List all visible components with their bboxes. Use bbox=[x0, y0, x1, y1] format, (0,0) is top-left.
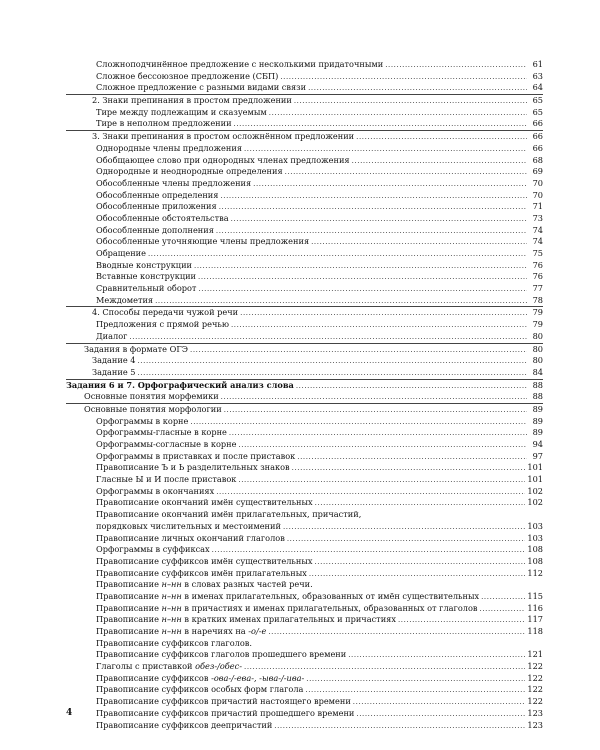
toc-entry-title: Обособленные определения bbox=[96, 189, 219, 200]
toc-entry-page: 80 bbox=[532, 355, 543, 366]
toc-entry bbox=[66, 355, 543, 367]
toc-entry-page: 88 bbox=[532, 379, 543, 390]
toc-entry bbox=[66, 603, 543, 615]
leader-dots bbox=[287, 534, 526, 546]
leader-dots bbox=[356, 132, 527, 144]
leader-dots bbox=[194, 261, 527, 273]
toc-entry-title: Однородные члены предложения bbox=[96, 142, 242, 153]
toc-entry-title: Тире в неполном предложении bbox=[96, 118, 232, 129]
toc-entry-page: 102 bbox=[527, 485, 543, 496]
toc-entry bbox=[66, 556, 543, 568]
toc-entry-title: Глаголы с приставкой обез-/обес- bbox=[96, 661, 242, 672]
toc-entry-title: Однородные и неоднородные определения bbox=[96, 166, 283, 177]
toc-entry-title: Обобщающее слово при однородных членах предложения bbox=[96, 154, 350, 165]
toc-entry-page: 122 bbox=[527, 684, 543, 695]
toc-entry bbox=[66, 673, 543, 685]
leader-dots bbox=[240, 308, 527, 320]
toc-entry-page: 74 bbox=[532, 224, 543, 235]
toc-entry-title: Правописание суффиксов особых форм глагола bbox=[96, 684, 304, 695]
leader-dots bbox=[229, 428, 527, 440]
toc-entry-page: 121 bbox=[527, 649, 543, 660]
toc-entry-title: Основные понятия морфологии bbox=[84, 403, 222, 414]
leader-dots bbox=[274, 721, 525, 733]
toc-entry bbox=[66, 626, 543, 638]
leader-dots bbox=[190, 345, 527, 357]
toc-entry-page: 61 bbox=[532, 59, 543, 69]
toc-entry-title: Правописание н–нн в именах прилагательных, образованных от имён существительных bbox=[96, 590, 480, 601]
toc-entry bbox=[66, 225, 543, 237]
toc-entry bbox=[66, 684, 543, 696]
toc-entry-page: 79 bbox=[532, 307, 543, 318]
toc-entry-title: 3. Знаки препинания в простом осложнённом предложении bbox=[92, 131, 355, 142]
leader-dots bbox=[280, 72, 527, 84]
toc-entry bbox=[66, 614, 543, 626]
leader-dots bbox=[297, 452, 527, 464]
toc-entry-page: 108 bbox=[527, 555, 543, 566]
toc-entry-title: Правописание личных окончаний глаголов bbox=[96, 532, 285, 543]
toc-entry-page: 66 bbox=[532, 142, 543, 153]
toc-entry bbox=[66, 367, 543, 379]
toc-entry-page: 77 bbox=[532, 283, 543, 294]
leader-dots bbox=[385, 60, 527, 72]
toc-entry bbox=[66, 521, 543, 533]
toc-entry bbox=[66, 295, 543, 307]
toc-entry-page: 122 bbox=[527, 672, 543, 683]
toc-entry bbox=[66, 190, 543, 202]
leader-dots bbox=[220, 191, 527, 203]
toc-entry-title: Междометия bbox=[96, 294, 154, 305]
toc-entry bbox=[66, 155, 543, 167]
toc-entry-title: Правописание суффиксов глаголов прошедшего времени bbox=[96, 649, 347, 660]
toc-entry bbox=[66, 379, 543, 392]
toc-entry bbox=[66, 579, 543, 591]
toc-entry-title: Обособленные члены предложения bbox=[96, 177, 252, 188]
page-number: 4 bbox=[66, 708, 73, 718]
leader-dots bbox=[285, 167, 527, 179]
toc-entry bbox=[66, 143, 543, 155]
toc-entry-title: Обособленные приложения bbox=[96, 201, 217, 212]
toc-entry bbox=[66, 71, 543, 83]
toc-entry-title: Правописание окончаний имён прилагательных, причастий, bbox=[96, 509, 362, 520]
toc-entry-title: Вставные конструкции bbox=[96, 271, 197, 282]
toc-entry-title: Орфограммы-согласные в корне bbox=[96, 439, 237, 449]
toc-entry-title: Правописание н–нн в причастиях и именах прилагательных, образованных от глаголов bbox=[96, 602, 478, 613]
leader-dots bbox=[356, 709, 525, 721]
leader-dots bbox=[309, 569, 526, 581]
toc-entry bbox=[66, 462, 543, 474]
leader-dots bbox=[348, 650, 525, 662]
toc-entry-page: 70 bbox=[532, 177, 543, 188]
leader-dots bbox=[137, 356, 527, 368]
leader-dots bbox=[198, 284, 527, 296]
toc-entry-page: 64 bbox=[532, 82, 543, 93]
toc-entry-title: Орфограммы в суффиксах bbox=[96, 544, 210, 555]
toc-entry-title: Обособленные уточняющие члены предложения bbox=[96, 236, 310, 247]
toc-entry-title: Орфограммы в корне bbox=[96, 415, 189, 426]
toc-entry-page: 123 bbox=[527, 707, 543, 718]
toc-entry bbox=[66, 708, 543, 720]
toc-entry-page: 112 bbox=[527, 567, 543, 578]
toc-entry-page: 71 bbox=[532, 201, 543, 212]
leader-dots bbox=[137, 368, 527, 380]
leader-dots bbox=[481, 592, 525, 604]
toc-entry bbox=[66, 343, 543, 356]
toc-entry-page: 103 bbox=[527, 532, 543, 543]
toc-entry bbox=[66, 271, 543, 283]
toc-entry-title: Сложное бессоюзное предложение (СБП) bbox=[96, 70, 279, 81]
leader-dots bbox=[234, 119, 527, 131]
toc-entry bbox=[66, 107, 543, 119]
toc-entry bbox=[66, 568, 543, 580]
toc-entry bbox=[66, 82, 543, 94]
toc-entry-title: Правописание суффиксов причастий настоящего времени bbox=[96, 696, 351, 707]
toc-entry bbox=[66, 403, 543, 416]
toc-entry-title: 4. Способы передачи чужой речи bbox=[92, 307, 239, 318]
leader-dots bbox=[231, 214, 527, 226]
toc-entry-title: Правописание суффиксов деепричастий bbox=[96, 719, 273, 730]
toc-entry-page: 69 bbox=[532, 166, 543, 177]
leader-dots bbox=[155, 296, 527, 308]
leader-dots bbox=[268, 627, 525, 639]
toc-entry bbox=[66, 474, 543, 486]
toc-entry-page: 89 bbox=[532, 415, 543, 426]
toc-entry-page: 68 bbox=[532, 154, 543, 165]
toc-entry-page: 80 bbox=[532, 330, 543, 341]
toc-entry bbox=[66, 451, 543, 463]
toc-entry-page: 76 bbox=[532, 271, 543, 282]
toc-entry bbox=[66, 283, 543, 295]
toc-entry-page: 74 bbox=[532, 236, 543, 247]
toc-entry-title: Обособленные обстоятельства bbox=[96, 212, 229, 223]
leader-dots bbox=[253, 179, 527, 191]
toc-entry-page: 102 bbox=[527, 497, 543, 508]
toc-entry-title: Правописание суффиксов -ова-/-ева-, -ыва-/-ива- bbox=[96, 672, 305, 683]
toc-entry-title: Вводные конструкции bbox=[96, 259, 192, 270]
leader-dots bbox=[296, 381, 527, 393]
toc-entry-title: Правописание Ъ и Ь разделительных знаков bbox=[96, 462, 290, 473]
toc-entry-page: 101 bbox=[527, 474, 543, 485]
toc-entry-title: Правописание суффиксов имён существительных bbox=[96, 555, 313, 566]
toc-entry-page: 89 bbox=[532, 403, 543, 414]
toc-entry-page: 78 bbox=[532, 294, 543, 305]
toc-entry-page: 73 bbox=[532, 212, 543, 223]
toc-entry bbox=[66, 331, 543, 343]
toc-entry bbox=[66, 591, 543, 603]
leader-dots bbox=[283, 522, 525, 534]
toc-entry-page: 103 bbox=[527, 520, 543, 531]
toc-entry-page: 122 bbox=[527, 696, 543, 707]
toc-entry bbox=[66, 236, 543, 248]
toc-entry bbox=[66, 486, 543, 498]
toc-entry-page: 65 bbox=[532, 95, 543, 106]
toc-entry-title: Правописание суффиксов имён прилагательных bbox=[96, 567, 307, 578]
toc-entry bbox=[66, 638, 543, 650]
toc-entry-page: 76 bbox=[532, 259, 543, 270]
toc-entry-title: Обособленные дополнения bbox=[96, 224, 214, 235]
toc-entry bbox=[66, 319, 543, 331]
toc-entry-page: 89 bbox=[532, 427, 543, 438]
leader-dots bbox=[129, 332, 527, 344]
toc-entry-title: Орфограммы в окончаниях bbox=[96, 485, 215, 496]
leader-dots bbox=[306, 674, 525, 686]
leader-dots bbox=[238, 475, 525, 487]
toc-entry-title: 2. Знаки препинания в простом предложении bbox=[92, 95, 292, 106]
toc-entry-title: Задание 4 bbox=[92, 355, 136, 366]
toc-entry-page: 115 bbox=[527, 590, 543, 601]
leader-dots bbox=[224, 405, 527, 417]
toc-entry-title: Задание 5 bbox=[92, 366, 136, 377]
leader-dots bbox=[353, 697, 526, 709]
toc-entry bbox=[66, 306, 543, 319]
toc-entry-page: 122 bbox=[527, 661, 543, 672]
toc-entry-title: Задания в формате ОГЭ bbox=[84, 343, 189, 354]
toc-entry bbox=[66, 439, 543, 451]
toc-entry-title: Правописание окончаний имён существительных bbox=[96, 497, 313, 508]
toc-entry bbox=[66, 260, 543, 272]
leader-dots bbox=[352, 156, 527, 168]
toc-entry-title: Правописание суффиксов глаголов. bbox=[96, 637, 252, 648]
toc-entry-title: Обращение bbox=[96, 248, 146, 258]
toc-entry bbox=[66, 497, 543, 509]
toc-entry-title: Правописание н–нн в кратких именах прилагательных и причастиях bbox=[96, 614, 396, 625]
toc-entry-title: Сложное предложение с разными видами связи bbox=[96, 82, 307, 93]
leader-dots bbox=[292, 463, 526, 475]
toc-entry-page: 75 bbox=[532, 248, 543, 258]
toc-entry-title: Правописание суффиксов причастий прошедшего времени bbox=[96, 707, 355, 718]
toc-entry-title: Гласные Ы и И после приставок bbox=[96, 474, 237, 485]
toc-entry-title: Орфограммы-гласные в корне bbox=[96, 427, 227, 438]
toc-entry bbox=[66, 696, 543, 708]
toc-entry bbox=[66, 720, 543, 732]
toc-entry-page: 63 bbox=[532, 70, 543, 81]
toc-entry-page: 117 bbox=[527, 614, 543, 625]
toc-entry-page: 123 bbox=[527, 719, 543, 730]
leader-dots bbox=[398, 615, 525, 627]
toc-entry-page: 94 bbox=[532, 439, 543, 449]
toc-entry-page: 116 bbox=[527, 602, 543, 613]
leader-dots bbox=[190, 417, 527, 429]
toc-entry-title: Сравнительный оборот bbox=[96, 283, 197, 294]
toc-entry bbox=[66, 416, 543, 428]
leader-dots bbox=[308, 83, 527, 95]
toc-entry-page: 97 bbox=[532, 450, 543, 461]
toc-entry-page: 70 bbox=[532, 189, 543, 200]
leader-dots bbox=[294, 96, 527, 108]
leader-dots bbox=[480, 604, 526, 616]
toc-entry bbox=[66, 427, 543, 439]
leader-dots bbox=[231, 320, 527, 332]
toc-entry-page: 66 bbox=[532, 131, 543, 142]
table-of-contents bbox=[66, 59, 543, 731]
toc-entry-title: Тире между подлежащим и сказуемым bbox=[96, 106, 267, 117]
toc-entry-page: 65 bbox=[532, 106, 543, 117]
toc-entry-page: 88 bbox=[532, 391, 543, 402]
toc-entry bbox=[66, 130, 543, 143]
leader-dots bbox=[314, 557, 525, 569]
toc-entry bbox=[66, 213, 543, 225]
toc-entry bbox=[66, 391, 543, 403]
toc-entry bbox=[66, 248, 543, 260]
toc-entry-page: 66 bbox=[532, 118, 543, 129]
toc-entry-page: 108 bbox=[527, 544, 543, 555]
toc-entry bbox=[66, 201, 543, 213]
toc-entry-page: 118 bbox=[527, 626, 543, 636]
toc-entry-title: Правописание н–нн в наречиях на -о/-е bbox=[96, 626, 267, 636]
leader-dots bbox=[311, 237, 527, 249]
toc-entry-page: 84 bbox=[532, 366, 543, 377]
toc-entry-title: Диалог bbox=[96, 330, 128, 341]
leader-dots bbox=[221, 392, 527, 404]
toc-entry bbox=[66, 544, 543, 556]
toc-entry bbox=[66, 178, 543, 190]
toc-entry-page: 80 bbox=[532, 343, 543, 354]
toc-entry bbox=[66, 59, 543, 71]
toc-entry-page: 79 bbox=[532, 319, 543, 330]
toc-entry bbox=[66, 509, 543, 521]
toc-entry bbox=[66, 661, 543, 673]
toc-entry bbox=[66, 118, 543, 130]
toc-entry bbox=[66, 94, 543, 107]
leader-dots bbox=[219, 202, 527, 214]
toc-entry bbox=[66, 533, 543, 545]
toc-entry bbox=[66, 166, 543, 178]
toc-entry-page: 101 bbox=[527, 462, 543, 473]
leader-dots bbox=[148, 249, 527, 261]
toc-entry bbox=[66, 649, 543, 661]
toc-entry-title: Орфограммы в приставках и после приставок bbox=[96, 450, 296, 461]
toc-entry-title: Предложения с прямой речью bbox=[96, 319, 229, 330]
toc-entry-title: Основные понятия морфемики bbox=[84, 391, 219, 402]
toc-entry-title: Сложноподчинённое предложение с несколькими придаточными bbox=[96, 59, 384, 69]
toc-entry-title: Задания 6 и 7. Орфографический анализ слова bbox=[66, 379, 294, 390]
leader-dots bbox=[269, 108, 527, 120]
toc-entry-title: порядковых числительных и местоимений bbox=[96, 520, 281, 531]
toc-entry-title: Правописание н–нн в словах разных частей речи. bbox=[96, 579, 313, 590]
leader-dots bbox=[198, 272, 527, 284]
